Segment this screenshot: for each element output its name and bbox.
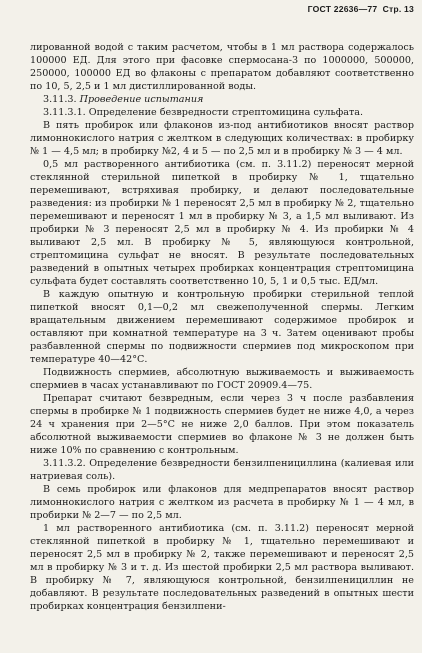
subsection-heading: 3.11.3.2. Определение безвредности бензилпенициллина (калиевая или натриевая соль). — [30, 458, 414, 482]
paragraph: Препарат считают безвредным, если через 3 ч после разбавления спермы в пробирке № 1 подвижность спермиев будет не ниже 4,0, а через 24 ч хранения при 2—5°С не ниже 2,0 баллов. При этом показатель абсолютной выживаемости спермиев во флаконе № 3 не должен быть ниже 10% по сравнению с контрольным. — [30, 393, 414, 456]
document-body — [30, 41, 414, 613]
section-title: Проведение испытания — [79, 94, 204, 105]
paragraph: В каждую опытную и контрольную пробирки стерильной теплой пипеткой вносят 0,1—0,2 мл свежеполученной спермы. Легким вращательным движением перемешивают содержимое пробирок и оставляют при комнатной температуре на 3 ч. Затем оценивают пробы разбавленной спермы по подвижности спермиев под микроскопом при температуре 40—42°С. — [30, 289, 414, 365]
paragraph: 1 мл растворенного антибиотика (см. п. 3.11.2) переносят мерной стеклянной пипеткой в пробирку № 1, тщательно перемешивают и переносят 2,5 мл в пробирку № 2, также перемешивают и переносят 2,5 мл в пробирку № 3 и т. д. Из шестой пробирки 2,5 мл раствора выливают. В пробирку № 7, являющуюся контрольной, бензилпенициллин не добавляют. В результате последовательных разведений в опытных шести пробирках концентрация бензилпени- — [30, 523, 414, 612]
page-header — [308, 4, 414, 14]
paragraph: Подвижность спермиев, абсолютную выживаемость и выживаемость спермиев в часах устанавливают по ГОСТ 20909.4—75. — [30, 367, 414, 391]
gost-number: ГОСТ 22636—77 — [307, 4, 378, 14]
paragraph: В пять пробирок или флаконов из-под антибиотиков вносят раствор лимоннокислого натрия с желтком в следующих количествах: в пробирку № 1 — 4,5 мл; в пробирку №2, 4 и 5 — по 2,5 мл и в пробирку № 3 — 4 мл. — [30, 120, 414, 157]
page-number: Стр. 13 — [382, 4, 414, 14]
paragraph: В семь пробирок или флаконов для медпрепаратов вносят раствор лимоннокислого натрия с желтком из расчета в пробирку № 1 — 4 мл, в пробирки № 2—7 — по 2,5 мл. — [30, 484, 414, 521]
section-number: 3.11.3. — [43, 94, 77, 105]
paragraph-continuation: лированной водой с таким расчетом, чтобы в 1 мл раствора содержалось 100000 ЕД. Для этого при фасовке спермосана-3 по 1000000, 500000, 250000, 100000 ЕД во флаконы с препаратом добавляют соответственно по 10, 5, 2,5 и 1 мл дистиллированной воды. — [30, 42, 414, 92]
subsection-heading: 3.11.3.1. Определение безвредности стрептомицина сульфата. — [43, 107, 364, 118]
paragraph: 0,5 мл растворенного антибиотика (см. п. 3.11.2) переносят мерной стеклянной стерильной пипеткой в пробирку № 1, тщательно перемешивают, встряхивая пробирку, и делают последовательные разведения: из пробирки № 1 переносят 2,5 мл в пробирку № 2, тщательно перемешивают и переносят 1 мл в пробирку № 3, а 1,5 мл выливают. Из пробирки № 3 переносят 2,5 мл в пробирку № 4. Из пробирки № 4 выливают 2,5 мл. В пробирку № 5, являющуюся контрольной, стрептомицина сульфат не вносят. В результате последовательных разведений в опытных четырех пробирках концентрация стрептомицина сульфата будет составлять соответственно 10, 5, 1 и 0,5 тыс. ЕД/мл. — [30, 159, 414, 287]
section-heading — [30, 93, 414, 106]
